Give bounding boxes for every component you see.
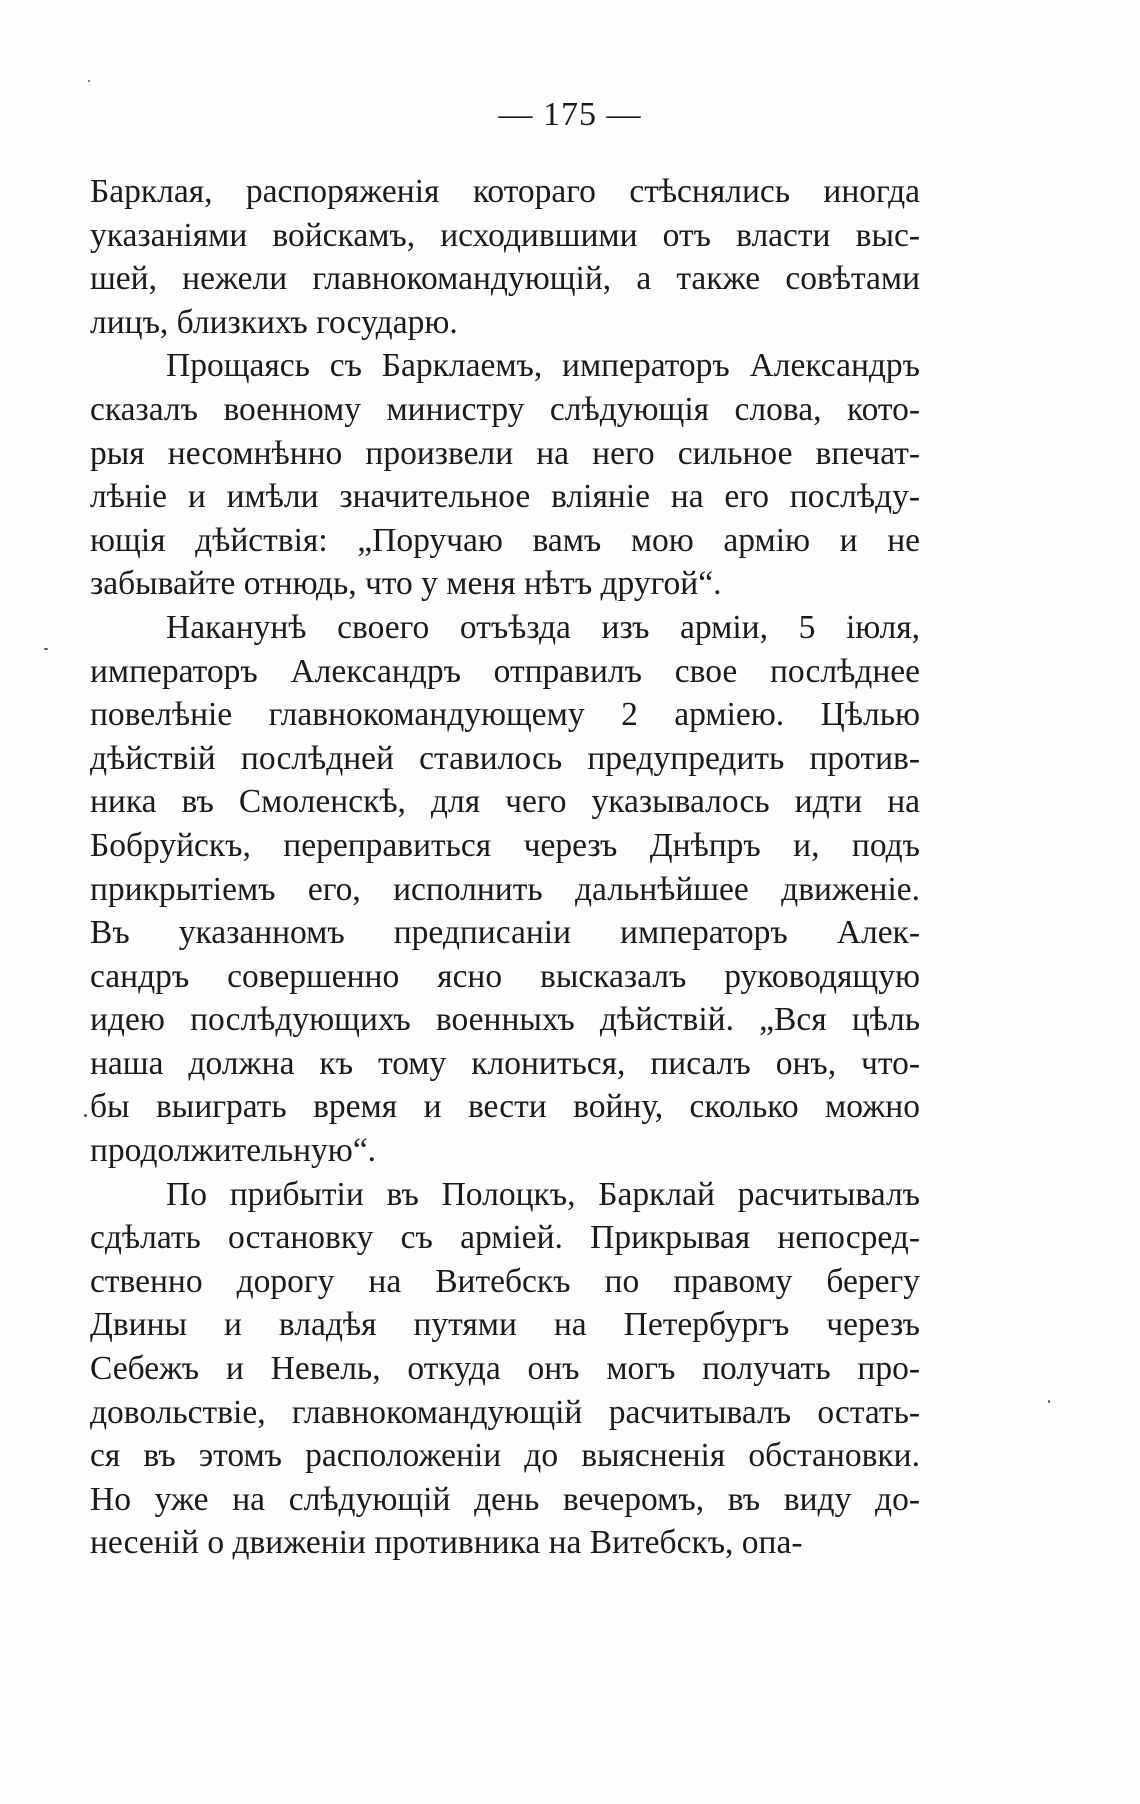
text-line: Въ указанномъ предписаніи императоръ Алек-	[90, 914, 920, 952]
text-line: императоръ Александръ отправилъ свое послѣднее	[90, 652, 920, 690]
paper-speck	[1048, 1400, 1050, 1403]
text-line: Наканунѣ своего отъѣзда изъ арміи, 5 іюля,	[166, 608, 920, 646]
text-line: прикрытіемъ его, исполнить дальнѣйшее движеніе.	[90, 870, 920, 908]
text-line: продолжительную“.	[90, 1132, 377, 1170]
text-line: несеній о движеніи противника на Витебскъ, опа-	[90, 1524, 803, 1562]
text-line: довольствіе, главнокомандующій расчитывалъ остать-	[90, 1393, 920, 1431]
text-line: ся въ этомъ расположеніи до выясненія обстановки.	[90, 1437, 920, 1475]
text-line: наша должна къ тому клониться, писалъ онъ, что-	[90, 1044, 920, 1082]
text-line: По прибытіи въ Полоцкъ, Барклай расчитывалъ	[166, 1175, 920, 1213]
text-line: лицъ, близкихъ государю.	[90, 303, 458, 341]
paper-speck	[84, 1114, 87, 1117]
text-line: ника въ Смоленскѣ, для чего указывалось идти на	[90, 783, 920, 821]
page-number: — 175 —	[498, 96, 642, 133]
text-line: забывайте отнюдь, что у меня нѣтъ другой“.	[90, 565, 722, 603]
text-line: Себежъ и Невель, откуда онъ могъ получать про-	[90, 1350, 920, 1388]
text-line: сказалъ военному министру слѣдующія слова, кото-	[90, 390, 920, 428]
text-line: ющія дѣйствія: „Поручаю вамъ мою армію и не	[90, 521, 920, 559]
text-line: дѣйствій послѣдней ставилось предупредить против-	[90, 739, 920, 777]
paper-speck	[88, 80, 90, 82]
text-line: Прощаясь съ Барклаемъ, императоръ Александръ	[166, 347, 920, 385]
text-line: лѣніе и имѣли значительное вліяніе на его послѣду-	[90, 478, 920, 516]
text-line: рыя несомнѣнно произвели на него сильное впечат-	[90, 434, 920, 472]
text-line: повелѣніе главнокомандующему 2 арміею. Цѣлью	[90, 696, 920, 734]
paper-speck	[44, 648, 48, 650]
text-line: Бобруйскъ, переправиться черезъ Днѣпръ и, подъ	[90, 826, 920, 864]
text-line: Двины и владѣя путями на Петербургъ черезъ	[90, 1306, 920, 1344]
text-line: ственно дорогу на Витебскъ по правому берегу	[90, 1262, 920, 1300]
text-line: идею послѣдующихъ военныхъ дѣйствій. „Вся цѣль	[90, 1001, 920, 1039]
text-line: указаніями войскамъ, исходившими отъ власти выс-	[90, 216, 920, 254]
text-line: Барклая, распоряженія котораго стѣснялись иногда	[90, 173, 920, 210]
text-line: сандръ совершенно ясно высказалъ руководящую	[90, 957, 920, 995]
body-text	[90, 170, 920, 1565]
text-line: бы выиграть время и вести войну, сколько можно	[90, 1088, 920, 1126]
text-line: Но уже на слѣдующій день вечеромъ, въ виду до-	[90, 1480, 920, 1518]
text-line: шей, нежели главнокомандующій, а также совѣтами	[90, 260, 920, 298]
text-line: сдѣлать остановку съ арміей. Прикрывая непосред-	[90, 1219, 920, 1257]
